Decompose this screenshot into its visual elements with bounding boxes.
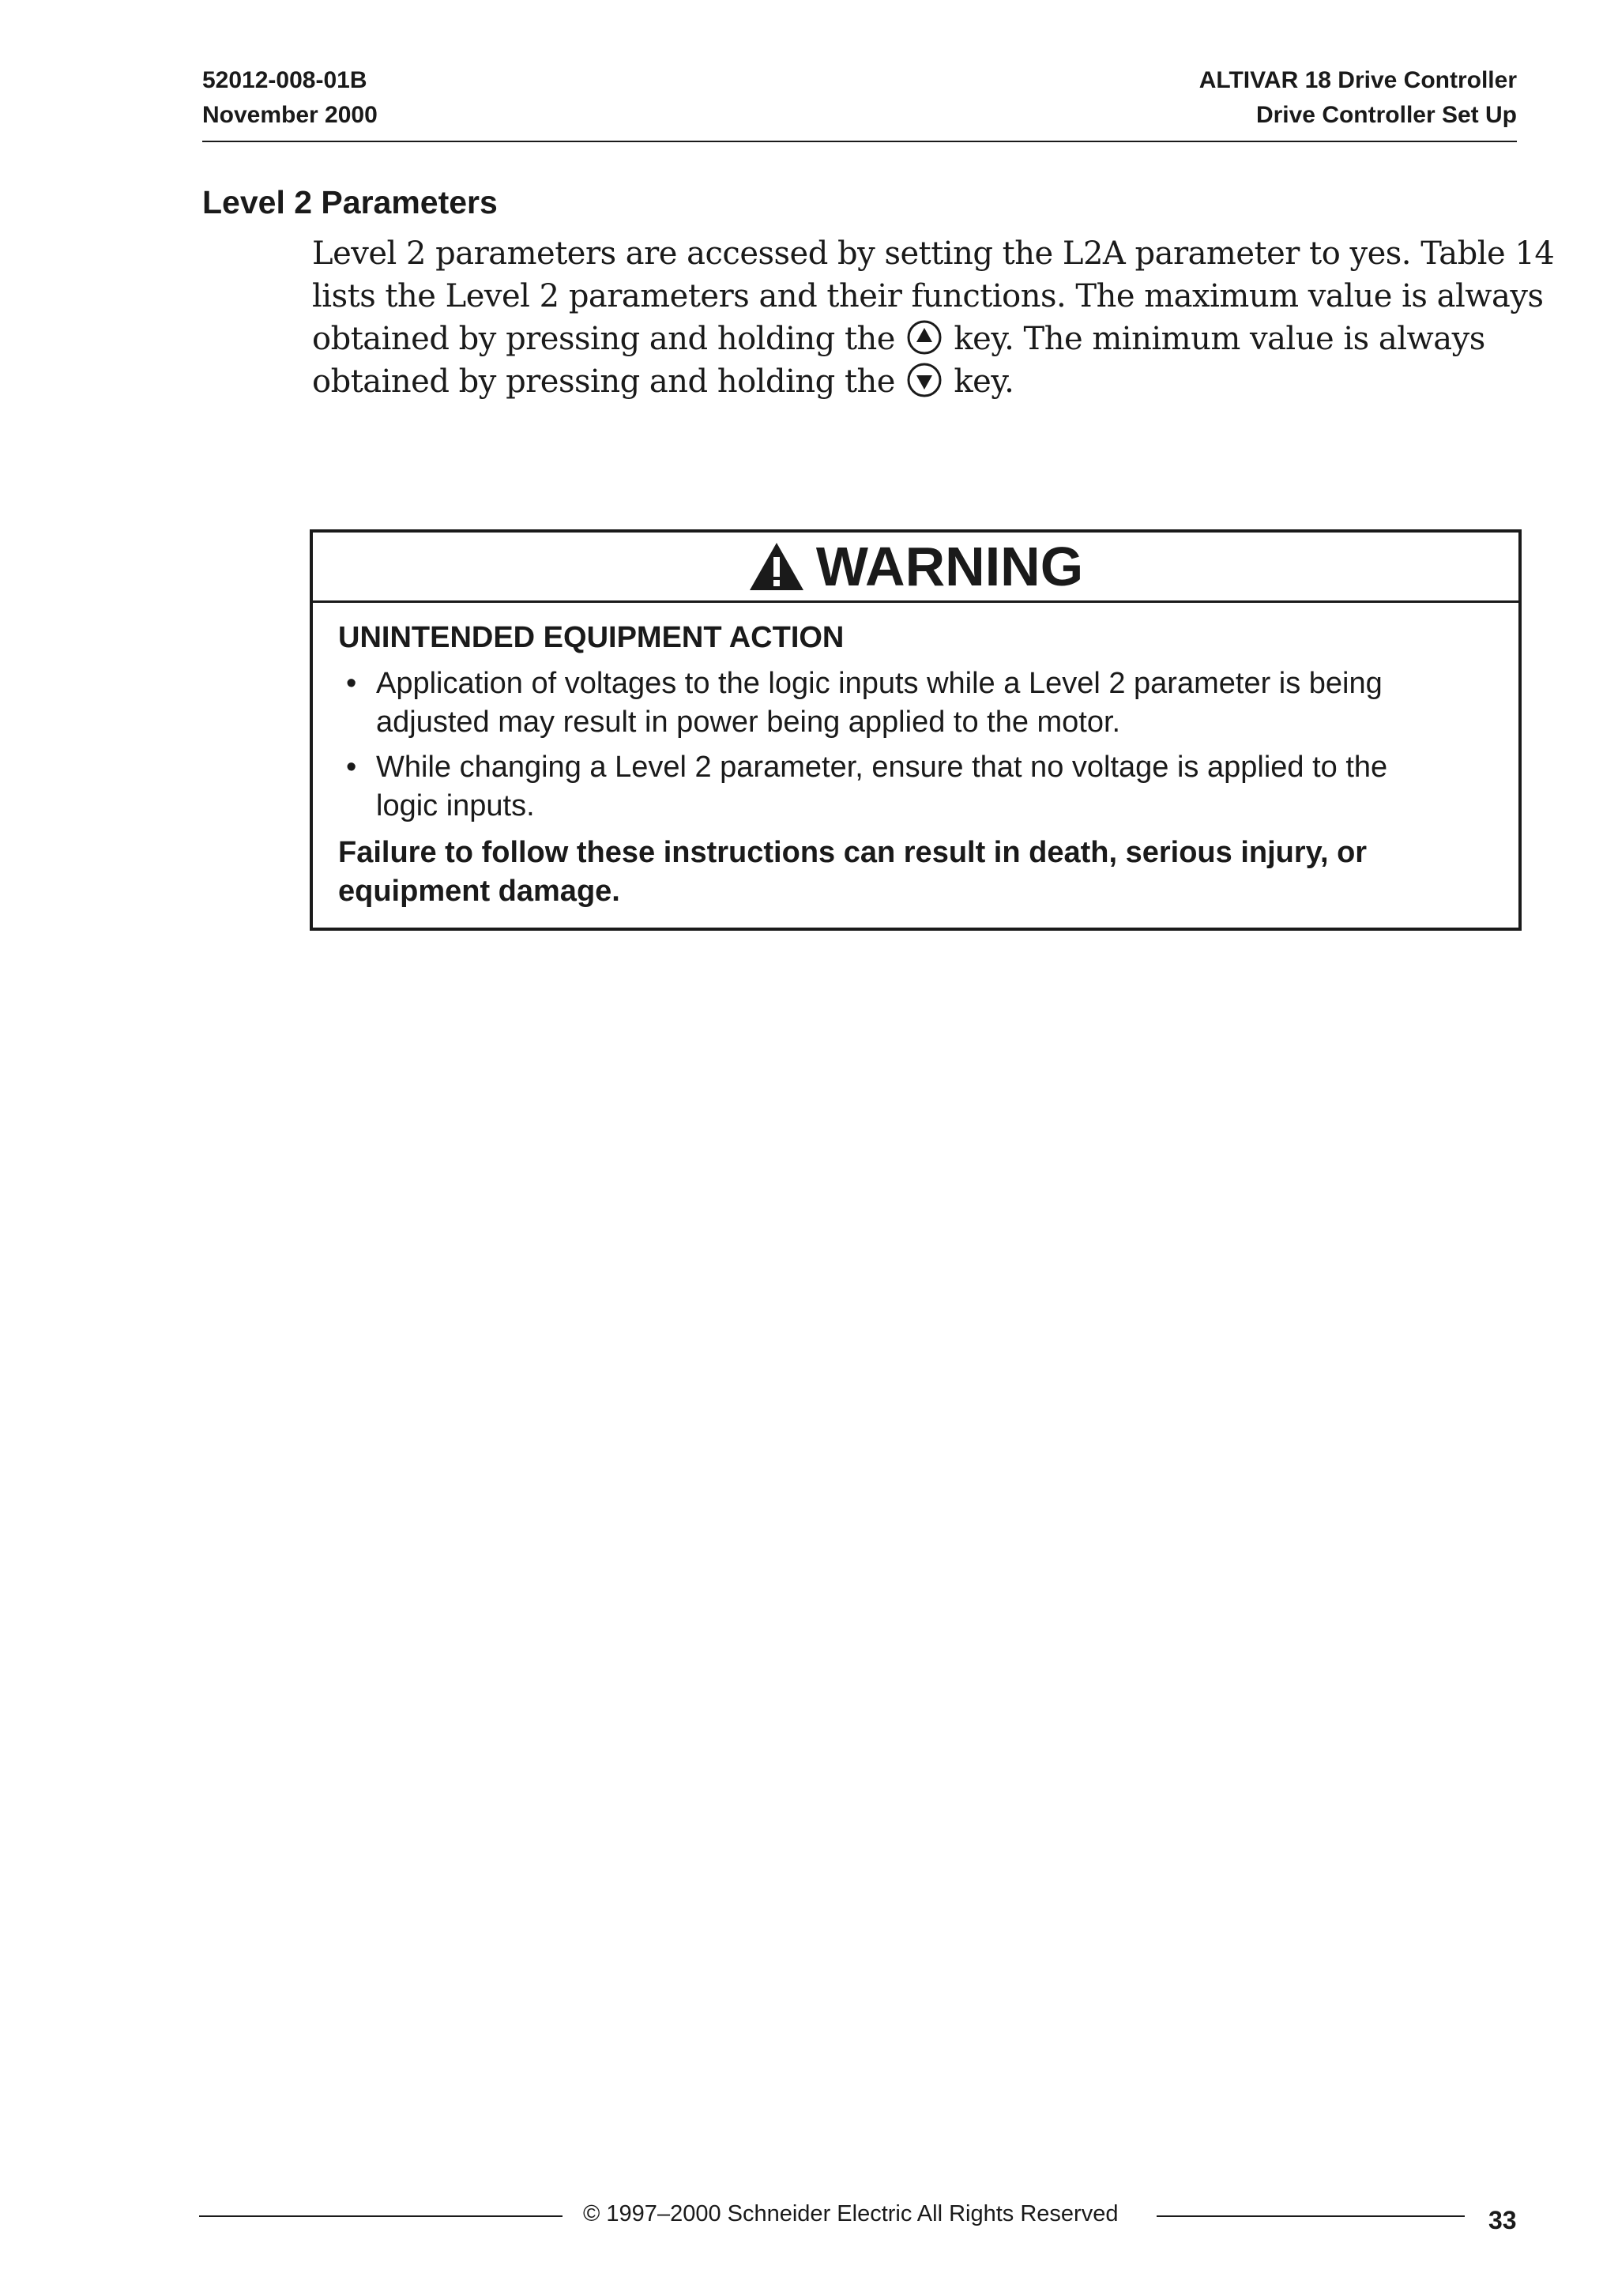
- product-name: ALTIVAR 18 Drive Controller: [1198, 67, 1517, 93]
- intro-paragraph: [312, 232, 1555, 403]
- list-item: [338, 664, 1518, 742]
- warning-triangle-icon: [748, 541, 805, 592]
- paragraph-text: obtained by pressing and holding the: [312, 321, 895, 357]
- chapter-title: Drive Controller Set Up: [1255, 102, 1517, 128]
- up-arrow-key-icon: [906, 319, 943, 356]
- paragraph-line: Level 2 parameters are accessed by setting the L2A parameter to yes. Table 14: [312, 235, 1555, 272]
- header-divider: [202, 141, 1517, 142]
- bullet-text: adjusted may result in power being applied to the motor.: [376, 706, 1121, 739]
- bullet-text: While changing a Level 2 parameter, ensure that no voltage is applied to the: [376, 751, 1388, 784]
- consequence-text: equipment damage.: [338, 875, 620, 908]
- footer-divider-right: [1157, 2215, 1465, 2217]
- copyright-notice: © 1997–2000 Schneider Electric All Rights Reserved: [583, 2201, 1119, 2226]
- paragraph-text: key. The minimum value is always: [954, 321, 1485, 357]
- paragraph-line: [312, 360, 1529, 403]
- bullet-text: Application of voltages to the logic inputs while a Level 2 parameter is being: [376, 667, 1383, 700]
- warning-header: [313, 533, 1518, 603]
- hazard-title: UNINTENDED EQUIPMENT ACTION: [338, 621, 845, 654]
- paragraph-text: obtained by pressing and holding the: [312, 363, 895, 400]
- document-date: November 2000: [202, 102, 378, 128]
- warning-content: [313, 603, 1518, 911]
- paragraph-line: lists the Level 2 parameters and their functions. The maximum value is always: [312, 278, 1544, 314]
- warning-box: [310, 529, 1522, 931]
- consequence-text: Failure to follow these instructions can result in death, serious injury, or: [338, 836, 1368, 869]
- paragraph-text: key.: [954, 363, 1014, 400]
- header-right: [1199, 63, 1517, 133]
- page-number: 33: [1488, 2206, 1517, 2234]
- warning-bullet-list: [338, 664, 1518, 826]
- warning-consequence: [338, 834, 1518, 911]
- list-item: [338, 748, 1518, 826]
- document-number: 52012-008-01B: [202, 67, 367, 93]
- warning-title: WARNING: [815, 536, 1084, 597]
- bullet-mark: •: [346, 667, 357, 700]
- bullet-mark: •: [346, 751, 357, 784]
- paragraph-line: [312, 318, 1529, 360]
- footer-divider-left: [199, 2215, 563, 2217]
- down-arrow-key-icon: [906, 362, 943, 398]
- section-heading: Level 2 Parameters: [202, 184, 498, 220]
- header-left: [202, 63, 378, 133]
- bullet-text: logic inputs.: [376, 789, 535, 822]
